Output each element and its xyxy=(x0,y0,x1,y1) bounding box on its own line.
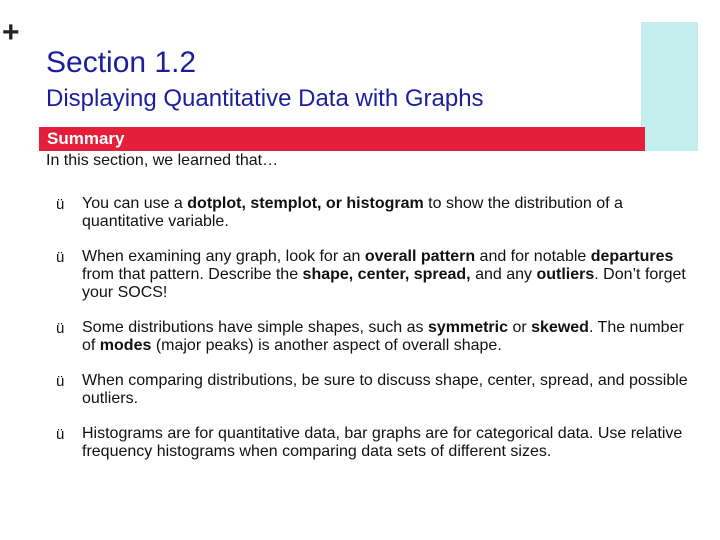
bullet-text-segment: Some distributions have simple shapes, such as xyxy=(82,319,428,336)
checkmark-icon: ü xyxy=(56,373,65,390)
bullet-bold-term: outliers xyxy=(536,266,595,283)
bullet-text-segment: and any xyxy=(470,266,537,283)
bullet-bold-term: skewed xyxy=(531,319,589,336)
summary-bullet xyxy=(56,372,696,408)
bullet-text-segment: . Don’t forget your SOCS! xyxy=(82,266,686,301)
bullet-text-segment: and for notable xyxy=(475,248,591,265)
bullet-bold-term: dotplot, stemplot, or histogram xyxy=(187,195,424,212)
summary-bullet-list xyxy=(56,195,696,478)
bullet-bold-term: departures xyxy=(590,248,674,265)
summary-bullet xyxy=(56,195,696,231)
bullet-text-segment: When examining any graph, look for an xyxy=(82,248,365,265)
summary-banner xyxy=(39,127,645,151)
slide-subtitle: Displaying Quantitative Data with Graphs xyxy=(46,85,484,112)
checkmark-icon: ü xyxy=(56,196,65,213)
summary-bullet xyxy=(56,248,696,302)
plus-icon: + xyxy=(2,16,20,49)
bullet-text-segment: or xyxy=(508,319,532,336)
bullet-text-segment: When comparing distributions, be sure to discuss shape, center, spread, and possible outliers. xyxy=(82,372,688,407)
bullet-text xyxy=(82,319,696,355)
bullet-text xyxy=(82,248,696,302)
intro-text: In this section, we learned that… xyxy=(46,152,279,169)
bullet-text-segment: (major peaks) is another aspect of overall shape. xyxy=(151,337,502,354)
bullet-text-segment: to show the distribution of a quantitative variable. xyxy=(82,195,623,230)
summary-label: Summary xyxy=(47,129,125,148)
summary-bullet xyxy=(56,319,696,355)
bullet-text xyxy=(82,372,696,408)
bullet-bold-term: shape, center, spread, xyxy=(302,266,471,283)
decorative-block xyxy=(641,22,698,151)
bullet-bold-term: overall pattern xyxy=(364,248,476,265)
bullet-text-segment: Histograms are for quantitative data, bar graphs are for categorical data. Use relative frequency histograms when comparing data sets of different sizes. xyxy=(82,425,683,460)
checkmark-icon: ü xyxy=(56,320,65,337)
slide-title: Section 1.2 xyxy=(46,46,197,79)
checkmark-icon: ü xyxy=(56,249,65,266)
summary-bullet xyxy=(56,425,696,461)
bullet-bold-term: symmetric xyxy=(427,319,508,336)
bullet-text-segment: . The number of xyxy=(82,319,684,354)
bullet-text xyxy=(82,425,696,461)
bullet-bold-term: modes xyxy=(99,337,152,354)
bullet-text-segment: from that pattern. Describe the xyxy=(82,266,303,283)
bullet-text xyxy=(82,195,696,231)
checkmark-icon: ü xyxy=(56,426,65,443)
bullet-text-segment: You can use a xyxy=(82,195,188,212)
